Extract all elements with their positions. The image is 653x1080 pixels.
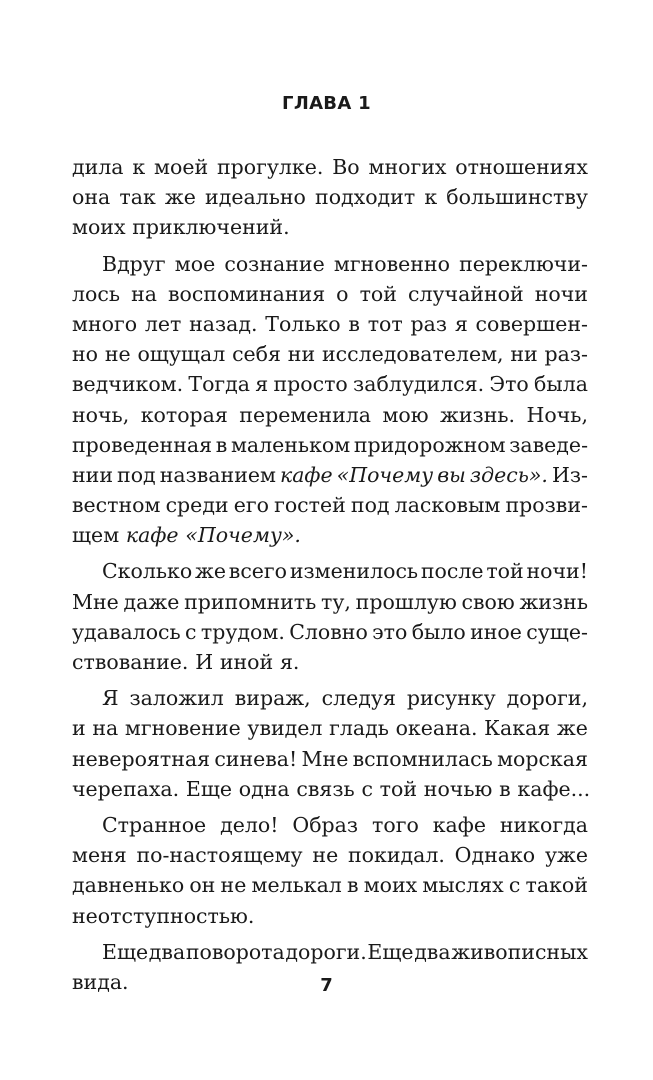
word: ствование.: [72, 650, 189, 674]
word: ласковым: [394, 493, 501, 518]
word: той: [359, 281, 397, 306]
word: по-настоящему: [136, 843, 303, 868]
word: меня: [72, 843, 127, 868]
word: многих: [368, 155, 447, 179]
word: И: [195, 650, 214, 674]
word: совершен-: [475, 311, 588, 336]
word: подходит: [315, 185, 416, 210]
word: дело!: [220, 812, 279, 837]
word: на: [92, 716, 119, 741]
word: его: [233, 493, 269, 518]
text-line: [72, 810, 588, 840]
word: в: [348, 311, 360, 336]
text-line: [72, 774, 591, 804]
text-line: [72, 937, 588, 967]
word: она: [72, 185, 111, 210]
word: Из-: [551, 462, 588, 487]
word: Сколько: [102, 559, 193, 584]
word: следуя: [321, 686, 396, 711]
word: вспомнилась: [352, 746, 493, 771]
word: просто: [273, 372, 348, 397]
text-line: [72, 901, 588, 931]
word: на: [131, 281, 157, 306]
word: но: [72, 342, 99, 367]
word: удавалось: [72, 619, 181, 644]
word: ночь,: [72, 402, 130, 427]
paragraph: [72, 683, 591, 804]
word: дороги,: [506, 686, 588, 711]
word: гостей: [274, 493, 346, 518]
word: мгновенно: [333, 251, 450, 276]
word: Странное: [102, 812, 207, 837]
word: раз: [410, 311, 448, 336]
word: себя: [232, 342, 281, 367]
word: проведенная: [72, 432, 213, 457]
word: ощущал: [137, 342, 226, 367]
word: вираж,: [234, 686, 311, 711]
word: давненько: [72, 873, 185, 898]
word: Еще: [102, 939, 149, 964]
word: вестном: [72, 493, 161, 518]
text-line: [72, 587, 588, 617]
text-line: [72, 460, 588, 490]
word: с: [185, 619, 197, 644]
word: увидел: [247, 716, 323, 741]
word: Только: [265, 311, 341, 336]
word: уже: [544, 843, 588, 868]
word: среди: [165, 493, 229, 518]
paragraph: [72, 810, 588, 931]
word: той: [379, 776, 418, 801]
word: дороги.: [285, 939, 367, 964]
text-line: [72, 430, 588, 460]
word: иное: [470, 619, 522, 644]
text-line: [72, 556, 588, 586]
word: Я: [102, 686, 119, 711]
text-line: [72, 400, 588, 430]
word: невероятная: [72, 746, 211, 771]
word: после: [420, 559, 484, 584]
page-number: 7: [320, 975, 333, 996]
word: всего: [228, 559, 288, 584]
word: суще-: [526, 619, 588, 644]
word: моих: [72, 215, 126, 240]
word: я.: [279, 650, 300, 674]
word: много: [72, 311, 138, 336]
word: в: [215, 432, 228, 457]
word: «Почему».: [185, 523, 301, 548]
word: к: [424, 185, 438, 210]
word: под: [350, 493, 390, 518]
text-line: [72, 520, 588, 550]
word: нии: [72, 462, 113, 487]
word: это: [372, 619, 408, 644]
word: жизнь.: [440, 402, 516, 427]
word: идеально: [205, 185, 306, 210]
text-line: [72, 840, 588, 870]
word: здесь».: [469, 462, 548, 487]
word: черепаха.: [72, 776, 180, 801]
text-line: [72, 279, 588, 309]
word: дила: [72, 155, 124, 179]
word: одна: [238, 776, 290, 801]
word: мелькал: [251, 873, 342, 898]
word: два: [148, 939, 186, 964]
word: названием: [159, 462, 276, 487]
word: назад.: [189, 311, 258, 336]
word: ни: [287, 342, 316, 367]
word: лось: [72, 281, 121, 306]
word: кафе: [125, 523, 179, 548]
word: поворота: [185, 939, 285, 964]
word: никогда: [499, 812, 588, 837]
word: ночи!: [526, 559, 588, 584]
text-line: [72, 309, 588, 339]
word: Однако: [454, 843, 536, 868]
word: вы: [437, 462, 466, 487]
chapter-title: ГЛАВА 1: [282, 93, 371, 114]
text-line: [72, 249, 588, 279]
word: трудом.: [200, 619, 285, 644]
word: иной: [219, 650, 274, 674]
word: ночи: [534, 281, 588, 306]
word: живописных: [451, 939, 588, 964]
word: щем: [72, 523, 120, 548]
word: случайной: [407, 281, 524, 306]
word: жизнь: [519, 589, 588, 614]
word: вида.: [72, 969, 129, 994]
word: воспоминания: [168, 281, 326, 306]
word: Ночь,: [526, 402, 588, 427]
word: морская: [497, 746, 588, 771]
word: ни: [510, 342, 538, 367]
word: такой: [525, 873, 588, 898]
word: сознание: [224, 251, 325, 276]
word: и: [72, 716, 86, 741]
word: была: [534, 372, 588, 397]
word: Мне: [301, 746, 349, 771]
word: с: [508, 873, 521, 898]
text-line: [72, 339, 588, 369]
word: тот: [367, 311, 403, 336]
word: гладь: [329, 716, 389, 741]
text-line: [72, 212, 588, 242]
word: мое: [174, 251, 216, 276]
word: переменила: [239, 402, 371, 427]
word: заложил: [129, 686, 224, 711]
text-line: [72, 152, 588, 182]
word: Во: [332, 155, 360, 179]
text-line: [72, 182, 588, 212]
word: переключи-: [459, 251, 588, 276]
word: Еще: [367, 939, 414, 964]
word: ту,: [321, 589, 351, 614]
word: ведчиком.: [72, 372, 184, 397]
word: лет: [144, 311, 182, 336]
word: моей: [154, 155, 209, 179]
word: отношениях: [455, 155, 588, 179]
word: же: [194, 559, 226, 584]
word: синева!: [214, 746, 298, 771]
word: изменилось: [289, 559, 419, 584]
word: я: [454, 311, 468, 336]
word: океана.: [395, 716, 478, 741]
word: придорожном: [353, 432, 506, 457]
word: заведе-: [509, 432, 588, 457]
word: которая: [140, 402, 228, 427]
word: заблудился.: [353, 372, 485, 397]
paragraph: [72, 249, 588, 551]
text-line: [72, 369, 588, 399]
word: же: [164, 185, 196, 210]
word: так: [119, 185, 156, 210]
word: под: [117, 462, 156, 487]
word: Мне: [72, 589, 119, 614]
word: связь: [296, 776, 355, 801]
word: не: [220, 873, 247, 898]
word: приключений.: [132, 215, 290, 240]
word: раз-: [544, 342, 588, 367]
text-line: [72, 713, 588, 743]
word: того: [372, 812, 419, 837]
text-line: [72, 683, 588, 713]
word: Какая: [484, 716, 551, 741]
text-line: [72, 490, 588, 520]
word: прозви-: [505, 493, 588, 518]
word: маленьком: [230, 432, 351, 457]
word: рисунку: [406, 686, 496, 711]
word: мыслях: [422, 873, 504, 898]
text-line: [72, 744, 588, 774]
word: кафе: [279, 462, 333, 487]
word: не: [312, 843, 339, 868]
word: свою: [461, 589, 515, 614]
paragraph: [72, 152, 588, 243]
word: кафе...: [517, 776, 591, 801]
word: прогулке.: [216, 155, 324, 179]
word: покидал.: [348, 843, 445, 868]
word: ночью: [423, 776, 493, 801]
word: в: [347, 873, 359, 898]
word: большинству: [446, 185, 588, 210]
word: Вдруг: [102, 251, 166, 276]
word: припомнить: [184, 589, 317, 614]
word: же: [556, 716, 588, 741]
word: о: [336, 281, 349, 306]
word: «Почему: [336, 462, 434, 487]
word: я: [255, 372, 269, 397]
word: прошлую: [355, 589, 457, 614]
word: Тогда: [188, 372, 251, 397]
word: неотступностью.: [72, 903, 255, 928]
word: той: [486, 559, 524, 584]
word: Это: [489, 372, 529, 397]
word: в: [499, 776, 511, 801]
word: с: [361, 776, 373, 801]
word: было: [411, 619, 466, 644]
word: к: [132, 155, 146, 179]
text-line: [72, 647, 588, 677]
paragraph: [72, 556, 588, 677]
word: Словно: [289, 619, 368, 644]
word: Образ: [292, 812, 359, 837]
word: он: [189, 873, 216, 898]
word: мгновение: [124, 716, 241, 741]
word: даже: [123, 589, 180, 614]
word: мою: [382, 402, 429, 427]
word: кафе: [432, 812, 486, 837]
word: два: [414, 939, 451, 964]
body-text: [72, 152, 591, 997]
word: исследователем,: [321, 342, 504, 367]
text-line: [72, 617, 588, 647]
word: моих: [363, 873, 418, 898]
word: Еще: [185, 776, 233, 801]
word: не: [104, 342, 131, 367]
text-line: [72, 870, 588, 900]
